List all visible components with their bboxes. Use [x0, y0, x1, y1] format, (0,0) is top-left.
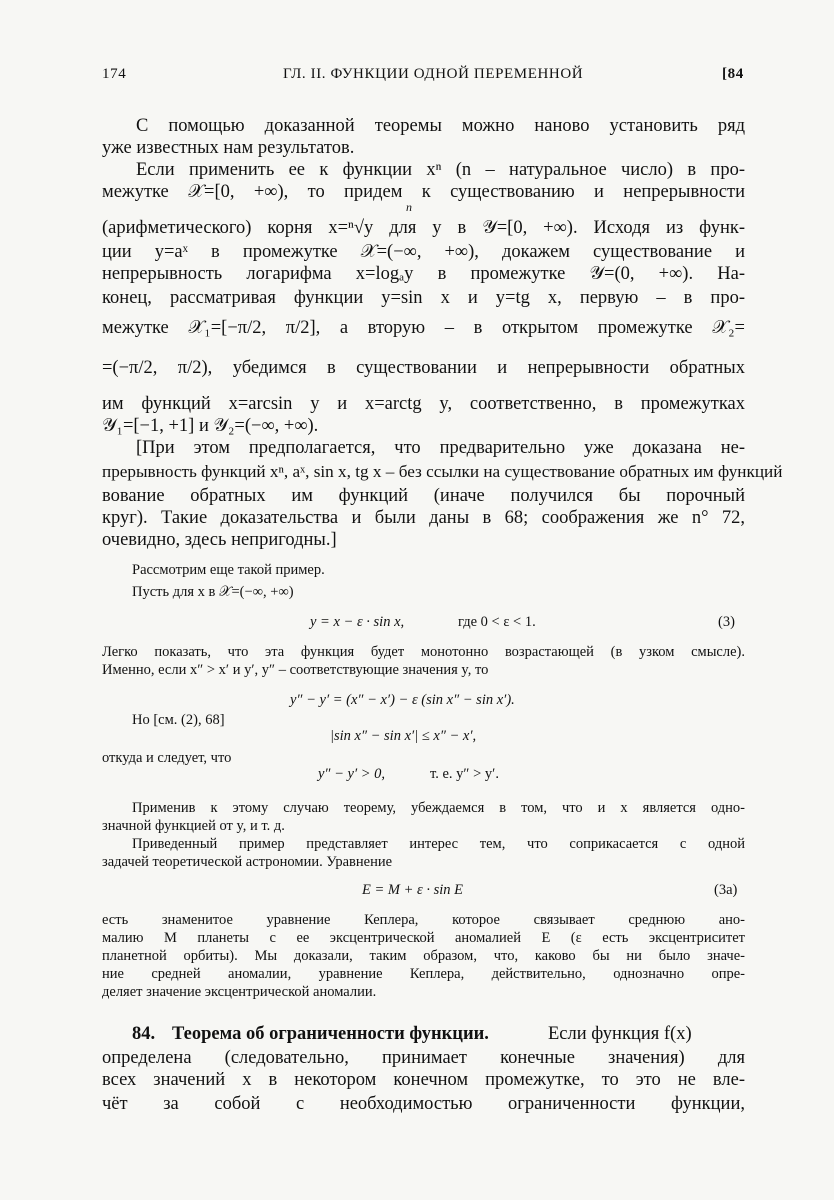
small-line: значной функцией от y, и т. д.	[102, 818, 285, 834]
equation-3: y = x − ε · sin x,	[310, 614, 405, 630]
paragraph-line: уже известных нам результатов.	[102, 138, 355, 158]
paragraph-line: Если применить ее к функции xⁿ (n – натуральное число) в про-	[136, 160, 745, 180]
paragraph-line: Если функция f(x)	[548, 1024, 692, 1044]
section-number: 84.	[132, 1024, 156, 1044]
equation-abs: |sin x″ − sin x′| ≤ x″ − x′,	[330, 728, 477, 744]
paragraph-line: определена (следовательно, принимает конечные значения) для	[102, 1048, 745, 1068]
small-line: есть знаменитое уравнение Кеплера, которое связывает среднюю ано-	[102, 912, 745, 928]
small-line: Приведенный пример представляет интерес тем, что соприкасается с одной	[132, 836, 745, 852]
equation-difference: y″ − y′ = (x″ − x′) − ε (sin x″ − sin x′).	[290, 692, 515, 708]
equation-3-condition: где 0 < ε < 1.	[458, 614, 536, 630]
small-line: Пусть для x в 𝒳=(−∞, +∞)	[132, 584, 294, 600]
small-line: Легко показать, что эта функция будет монотонно возрастающей (в узком смысле).	[102, 644, 745, 660]
equation-result: y″ − y′ > 0,	[318, 766, 386, 782]
paragraph-line: им функций x=arcsin y и x=arctg y, соответственно, в промежутках	[102, 394, 745, 414]
paragraph-line: чёт за собой с необходимостью ограниченности функции,	[102, 1094, 745, 1114]
paragraph-line: межутке 𝒳₁=[−π/2, π/2], а вторую – в открытом промежутке 𝒳₂=	[102, 318, 745, 338]
paragraph-line: конец, рассматривая функции y=sin x и y=tg x, первую – в про-	[102, 288, 745, 308]
equation-3a: E = M + ε · sin E	[362, 882, 463, 898]
paragraph-line: [При этом предполагается, что предварительно уже доказана не-	[136, 438, 745, 458]
small-line: Именно, если x″ > x′ и y′, y″ – соответствующие значения y, то	[102, 662, 489, 678]
small-line: деляет значение эксцентрической аномалии.	[102, 984, 377, 1000]
paragraph-line: С помощью доказанной теоремы можно наново установить ряд	[136, 116, 745, 136]
equation-result-2: т. е. y″ > y′.	[430, 766, 499, 782]
paragraph-line: прерывность функций xⁿ, aˣ, sin x, tg x – без ссылки на существование обратных им функций	[102, 462, 783, 481]
paragraph-line: очевидно, здесь непригодны.]	[102, 530, 337, 550]
paragraph-line: 𝒴₁=[−1, +1] и 𝒴₂=(−∞, +∞).	[102, 416, 319, 436]
paragraph-line: всех значений x в некотором конечном промежутке, то это не вле-	[102, 1070, 745, 1090]
small-line: задачей теоретической астрономии. Уравнение	[102, 854, 393, 870]
section-marker: [84	[722, 66, 744, 82]
paragraph-line: ции y=aˣ в промежутке 𝒳=(−∞, +∞), докажем существование и	[102, 242, 745, 262]
small-line: Применив к этому случаю теорему, убеждаемся в том, что и x является одно-	[132, 800, 745, 816]
small-line: малию M планеты с ее эксцентрической аномалией E (ε есть эксцентриситет	[102, 930, 745, 946]
small-line: планетной орбиты). Мы доказали, таким образом, что, каково бы ни было значе-	[102, 948, 745, 964]
page-number: 174	[102, 66, 127, 82]
equation-3-number: (3)	[718, 614, 735, 630]
root-index: n	[406, 200, 412, 214]
running-title: ГЛ. II. ФУНКЦИИ ОДНОЙ ПЕРЕМЕННОЙ	[283, 66, 584, 82]
small-line: Но [см. (2), 68]	[132, 712, 225, 728]
paragraph-line: (арифметического) корня x=ⁿ√y для y в 𝒴=[0, +∞). Исходя из функ-	[102, 218, 745, 238]
paragraph-line: вование обратных им функций (иначе получился бы порочный	[102, 486, 745, 506]
paragraph-line: непрерывность логарифма x=logₐy в промежутке 𝒴=(0, +∞). На-	[102, 264, 745, 284]
small-line: Рассмотрим еще такой пример.	[132, 562, 325, 578]
section-title: Теорема об ограниченности функции.	[172, 1024, 489, 1044]
paragraph-line: межутке 𝒳=[0, +∞), то придем к существованию и непрерывности	[102, 182, 745, 202]
paragraph-line: круг). Такие доказательства и были даны в 68; соображения же n° 72,	[102, 508, 745, 528]
paragraph-line: =(−π/2, π/2), убедимся в существовании и непрерывности обратных	[102, 358, 745, 378]
equation-3a-number: (3a)	[714, 882, 738, 898]
small-line: откуда и следует, что	[102, 750, 232, 766]
small-line: ние средней аномалии, уравнение Кеплера, действительно, однозначно опре-	[102, 966, 745, 982]
